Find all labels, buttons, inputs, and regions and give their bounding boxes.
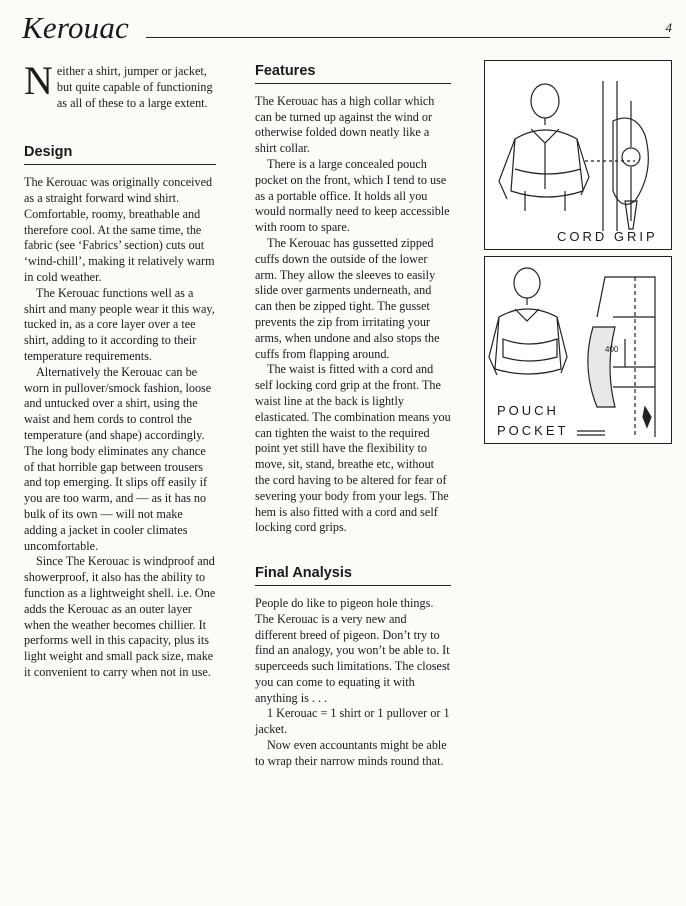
design-heading: Design (24, 145, 216, 165)
design-paragraph-2: The Kerouac functions well as a shirt and many people wear it this way, tucked in, as a core layer over a tee shirt, adding to it according to their temperature requirements. (24, 285, 215, 363)
design-paragraph-4: Since The Kerouac is windproof and showerproof, it also has the ability to function as a lightweight shell. i.e. One adds the Kerouac as an outer layer when the weather becomes chillier. It performs well in this capacity, plus its light weight and small pack size, make it convenient to carry when not in use. (24, 554, 216, 679)
cord-grip-label: CORD GRIP (557, 229, 658, 244)
pocket-label: POCKET (497, 423, 569, 438)
design-paragraph-1: The Kerouac was originally conceived as a straight forward wind shirt. Comfortable, roomy, breathable and therefore cool. At the same time, the fabric (see ‘Fabrics’ section) cuts out ‘wind-chill’, making it relatively warm in cold weather. (24, 175, 215, 284)
dropcap: N (24, 58, 53, 103)
final-analysis-paragraph-1: People do like to pigeon hole things. The Kerouac is a very new and different breed of pigeon. Don’t try to find an analogy, you won’t be able to. It superceeds such limitations. The closest you can come to equating it with anything is . . . (255, 595, 451, 705)
features-paragraph-1: The Kerouac has a high collar which can be turned up against the wind or otherwise folded down neatly like a shirt collar. (255, 93, 435, 156)
final-analysis-heading: Final Analysis (255, 566, 451, 586)
features-paragraph-4: The waist is fitted with a cord and self locking cord grip at the front. The waist line at the back is lightly elasticated. The combination means you can tighten the waist to the required point yet still have the flexibility to move, sit, stand, breathe etc, without the cord having to be altered for fear of severing your body from your legs. The hem is also fitted with a cord and self locking cord grips. (255, 362, 451, 535)
column-left (24, 58, 216, 681)
design-paragraph-3: Alternatively the Kerouac can be worn in pullover/smock fashion, loose and untucked over a shirt, using the waist and hem cords to control the temperature (and shape) accordingly. The long body eliminates any chance of that horrible gap between trousers and top emerging. It slips off easily if you are too warm, and — as it has no bulk of its own — will not make adding a jacket in cooler climates uncomfortable. (24, 364, 212, 553)
intro-paragraph (24, 58, 216, 111)
features-paragraph-2: There is a large concealed pouch pocket on the front, which I tend to use as a portable office. It holds all you would normally need to keep accessible with room to spare. (255, 156, 450, 235)
cord-grip-illustration (484, 60, 672, 250)
page-number: 4 (665, 20, 672, 35)
intro-text: either a shirt, jumper or jacket, but quite capable of functioning as all of these to a large extent. (56, 64, 213, 110)
header-rule (146, 37, 670, 38)
cord-grip-drawing (485, 61, 671, 249)
measure-label: 400 (605, 345, 619, 354)
pouch-label: POUCH (497, 403, 559, 418)
pouch-pocket-illustration (484, 256, 672, 444)
page-header (22, 10, 672, 48)
final-analysis-paragraph-3: Now even accountants might be able to wrap their narrow minds round that. (255, 738, 447, 768)
column-middle (255, 64, 451, 770)
page-title: Kerouac (22, 10, 130, 45)
features-paragraph-3: The Kerouac has gussetted zipped cuffs down the outside of the lower arm. They allow the sleeves to easily slide over garments underneath, and can then be zipped tight. The gusset prevents the zip from irritating your arms, when undone and also stops the cuffs from flapping around. (255, 235, 440, 361)
final-analysis-paragraph-2: 1 Kerouac = 1 shirt or 1 pullover or 1 jacket. (255, 706, 450, 737)
features-heading: Features (255, 64, 451, 84)
